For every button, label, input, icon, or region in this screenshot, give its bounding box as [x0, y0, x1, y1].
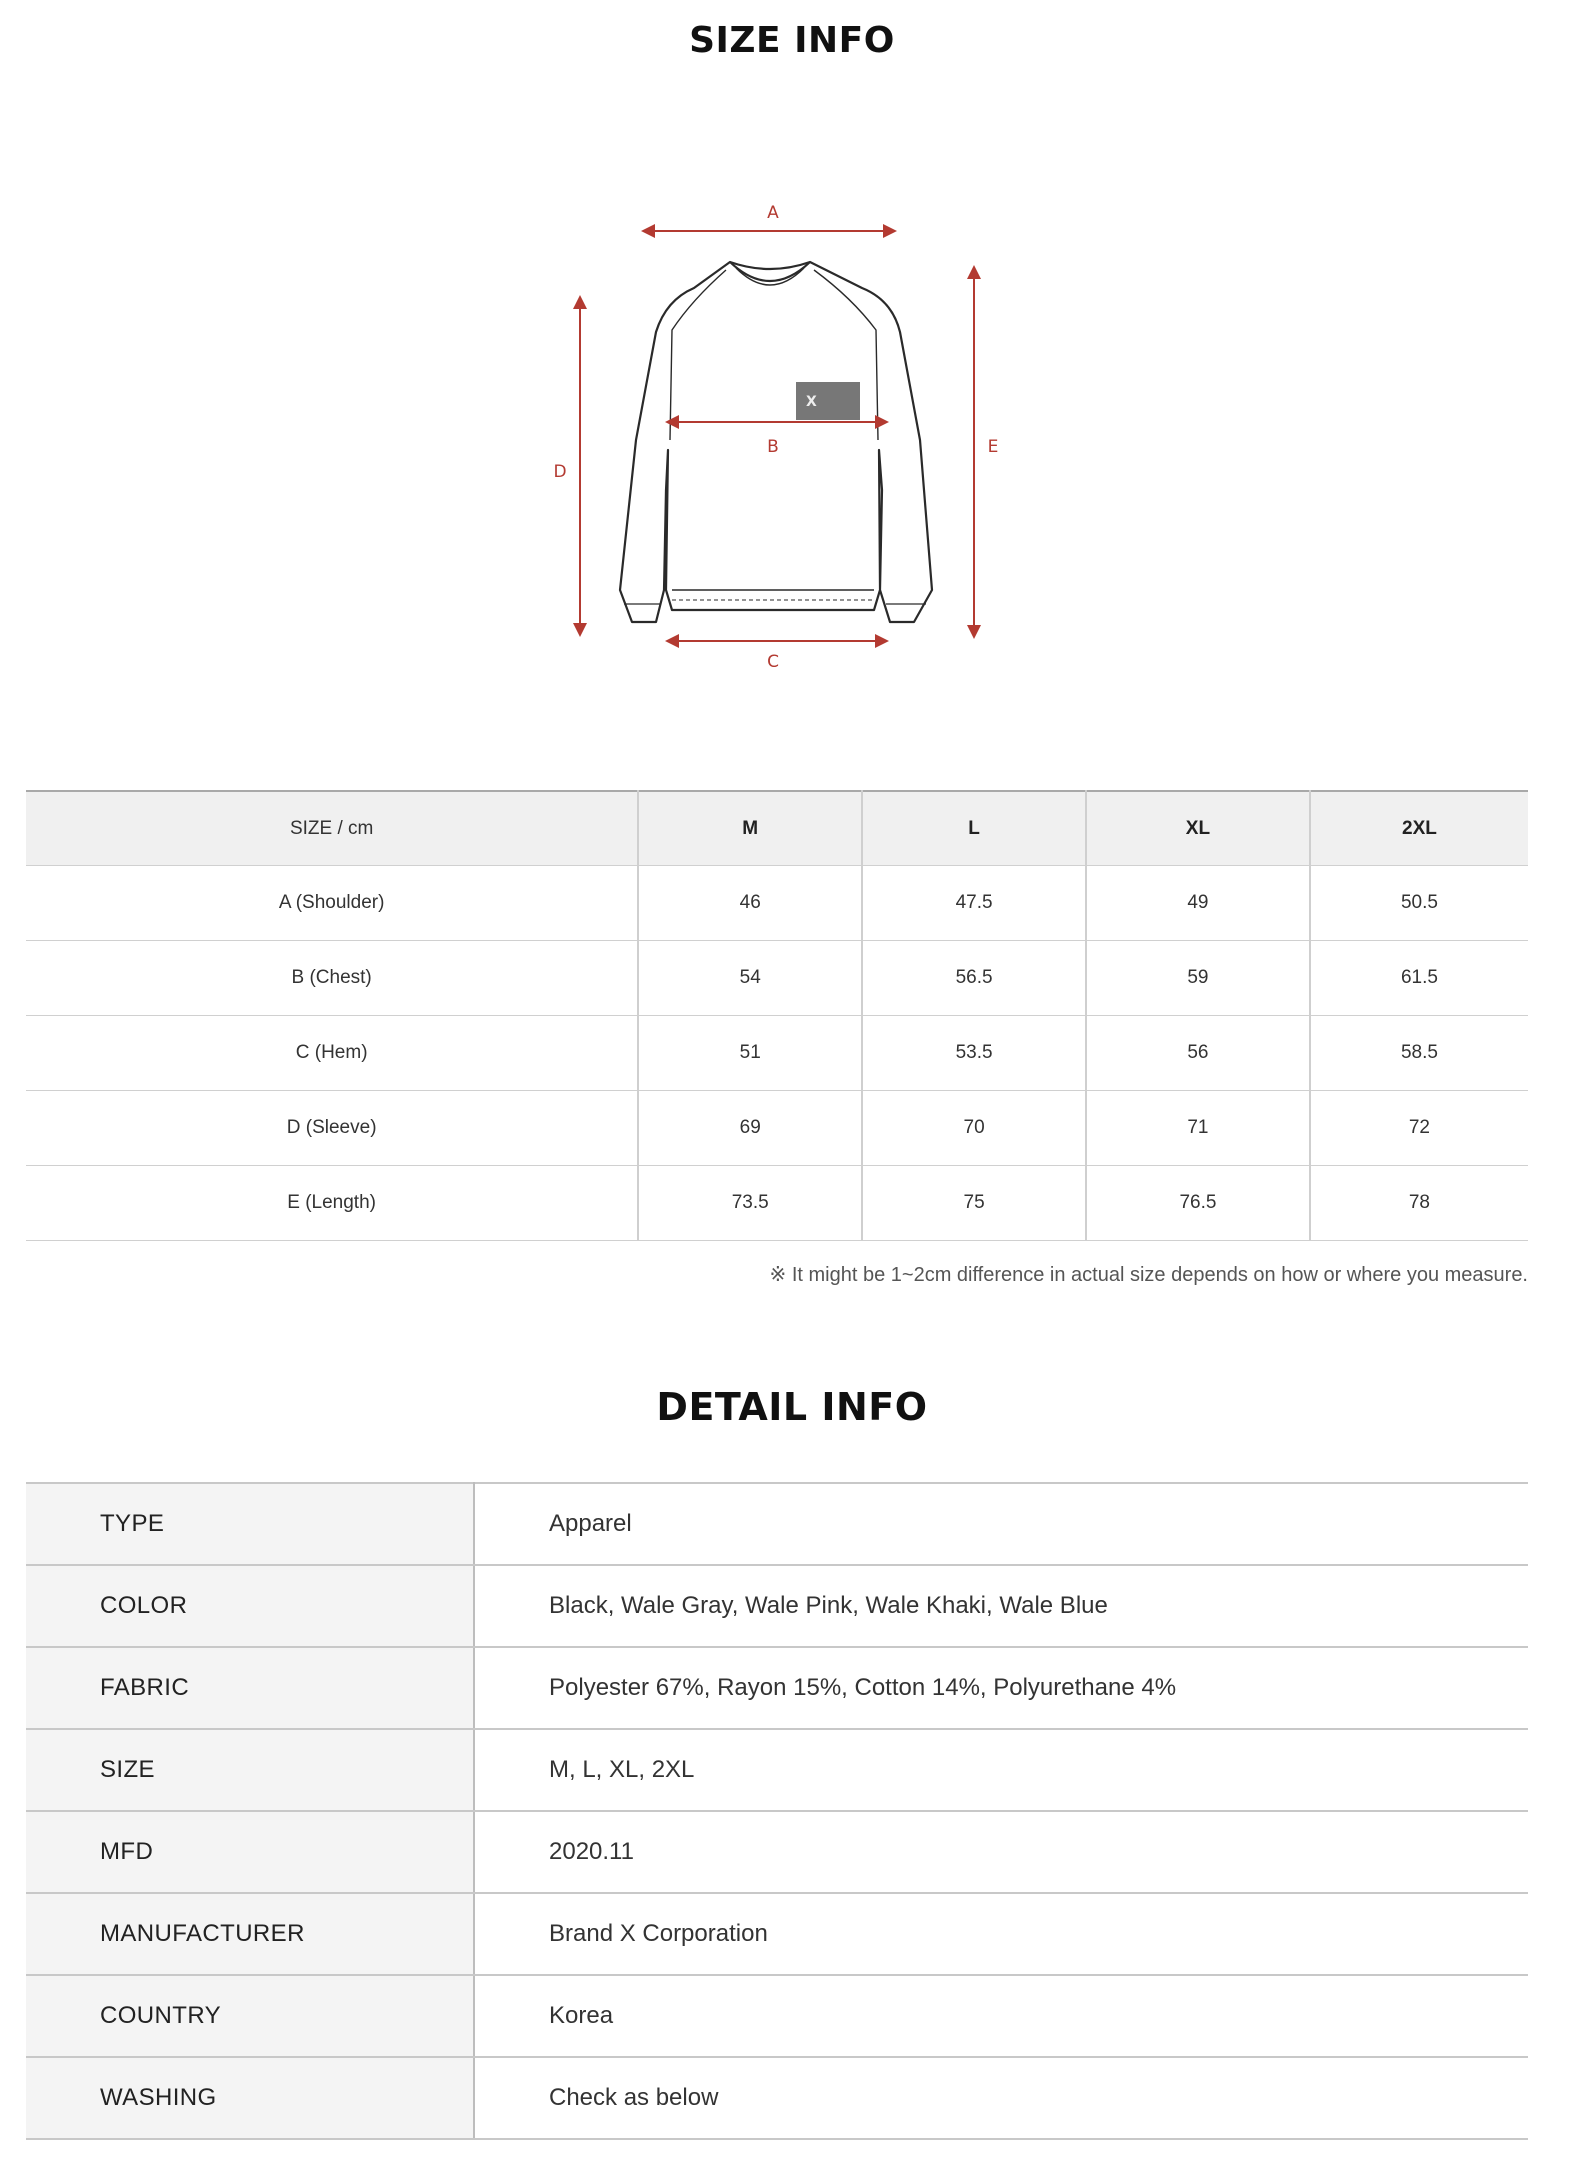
cell: 56	[1086, 1016, 1310, 1091]
table-row	[26, 866, 1528, 941]
size-info-title: SIZE INFO	[689, 20, 895, 61]
detail-row	[26, 1647, 1528, 1729]
sweatshirt-measurement-diagram	[540, 190, 1040, 672]
table-row	[26, 1166, 1528, 1241]
detail-value: Brand X Corporation	[474, 1893, 1528, 1975]
label-b: B	[767, 437, 779, 457]
detail-value: M, L, XL, 2XL	[474, 1729, 1528, 1811]
detail-table	[26, 1482, 1528, 2140]
detail-key: WASHING	[26, 2057, 474, 2139]
cell: 59	[1086, 941, 1310, 1016]
header-size-cm: SIZE / cm	[26, 791, 638, 866]
cell: 75	[862, 1166, 1086, 1241]
detail-key: MANUFACTURER	[26, 1893, 474, 1975]
detail-key: MFD	[26, 1811, 474, 1893]
detail-value: Polyester 67%, Rayon 15%, Cotton 14%, Polyurethane 4%	[474, 1647, 1528, 1729]
row-label: D (Sleeve)	[26, 1091, 638, 1166]
cell: 58.5	[1310, 1016, 1528, 1091]
cell: 61.5	[1310, 941, 1528, 1016]
detail-value: Black, Wale Gray, Wale Pink, Wale Khaki, Wale Blue	[474, 1565, 1528, 1647]
detail-value: Korea	[474, 1975, 1528, 2057]
detail-row	[26, 1893, 1528, 1975]
measurement-note: ※ It might be 1~2cm difference in actual size depends on how or where you measure.	[769, 1264, 1528, 1286]
cell: 73.5	[638, 1166, 862, 1241]
detail-row	[26, 1729, 1528, 1811]
header-m: M	[638, 791, 862, 866]
cell: 69	[638, 1091, 862, 1166]
row-label: B (Chest)	[26, 941, 638, 1016]
cell: 54	[638, 941, 862, 1016]
cell: 70	[862, 1091, 1086, 1166]
cell: 49	[1086, 866, 1310, 941]
detail-row	[26, 2057, 1528, 2139]
table-row	[26, 1091, 1528, 1166]
row-label: C (Hem)	[26, 1016, 638, 1091]
row-label: A (Shoulder)	[26, 866, 638, 941]
cell: 47.5	[862, 866, 1086, 941]
label-c: C	[767, 652, 779, 672]
size-table-header	[26, 791, 1528, 866]
detail-row	[26, 1565, 1528, 1647]
detail-row	[26, 1975, 1528, 2057]
label-d: D	[553, 462, 567, 482]
header-l: L	[862, 791, 1086, 866]
cell: 56.5	[862, 941, 1086, 1016]
size-table	[26, 790, 1528, 1241]
cell: 51	[638, 1016, 862, 1091]
detail-key: COUNTRY	[26, 1975, 474, 2057]
detail-value: Check as below	[474, 2057, 1528, 2139]
detail-row	[26, 1811, 1528, 1893]
cell: 46	[638, 866, 862, 941]
measure-lines	[580, 231, 974, 641]
cell: 72	[1310, 1091, 1528, 1166]
label-e: E	[987, 437, 999, 457]
detail-row	[26, 1483, 1528, 1565]
row-label: E (Length)	[26, 1166, 638, 1241]
measure-labels	[553, 203, 998, 672]
detail-value: Apparel	[474, 1483, 1528, 1565]
table-row	[26, 1016, 1528, 1091]
detail-value: 2020.11	[474, 1811, 1528, 1893]
cell: 78	[1310, 1166, 1528, 1241]
cell: 76.5	[1086, 1166, 1310, 1241]
cell: 50.5	[1310, 866, 1528, 941]
header-2xl: 2XL	[1310, 791, 1528, 866]
header-xl: XL	[1086, 791, 1310, 866]
detail-key: SIZE	[26, 1729, 474, 1811]
detail-key: COLOR	[26, 1565, 474, 1647]
detail-key: TYPE	[26, 1483, 474, 1565]
table-row	[26, 941, 1528, 1016]
cell: 53.5	[862, 1016, 1086, 1091]
detail-key: FABRIC	[26, 1647, 474, 1729]
label-a: A	[767, 203, 779, 223]
cell: 71	[1086, 1091, 1310, 1166]
svg-text:X: X	[806, 394, 817, 410]
detail-info-title: DETAIL INFO	[656, 1385, 928, 1429]
